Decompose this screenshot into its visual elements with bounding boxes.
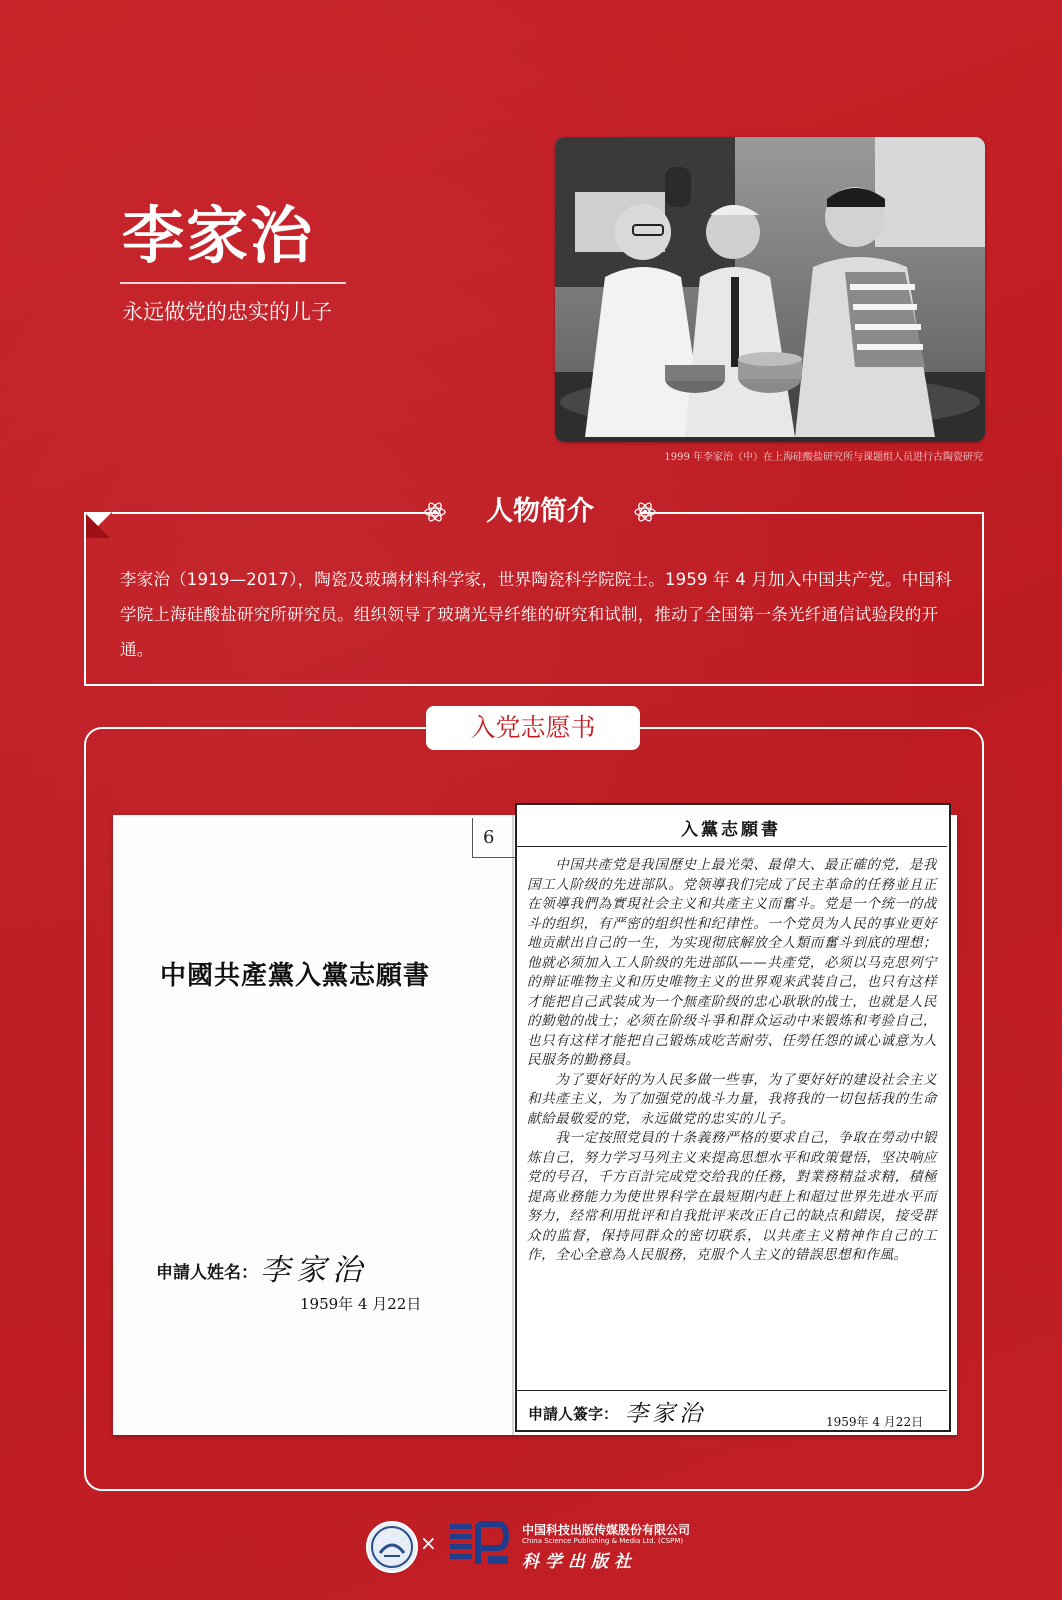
applicant-name-label: 申請人姓名：	[156, 1263, 258, 1283]
photo-illustration	[555, 137, 985, 442]
section-label: 入党志愿书	[426, 706, 640, 750]
intro-top-border-right	[640, 512, 982, 514]
intro-title: 人物简介	[486, 496, 594, 527]
publisher-brand: 科学出版社	[522, 1552, 637, 1572]
signature-date: 1959年 4 月22日	[826, 1415, 924, 1429]
cover-date: 1959年 4 月22日	[300, 1295, 422, 1313]
page-title: 入黨志願書	[681, 820, 781, 840]
institute-emblem-icon	[366, 1521, 418, 1573]
publisher-logo-graphic	[448, 1520, 510, 1568]
intro-heading	[440, 492, 640, 532]
photo-caption: 1999 年李家治（中）在上海硅酸盐研究所与课题组人员进行古陶瓷研究	[664, 452, 983, 463]
tagline: 永远做党的忠实的儿子	[122, 300, 332, 324]
cross-icon: ×	[420, 1531, 437, 1555]
title-divider	[120, 282, 346, 284]
signature-label: 申請人簽字：	[528, 1405, 619, 1423]
publisher-name-cn: 中国科技出版传媒股份有限公司	[522, 1523, 691, 1537]
publisher-logo-icon	[448, 1520, 510, 1568]
page-fold	[512, 815, 514, 1435]
signature: 李家治	[625, 1401, 706, 1427]
emblem-graphic	[368, 1523, 416, 1571]
applicant-signature: 李家治	[260, 1253, 368, 1288]
historical-photo	[555, 137, 985, 442]
atom-icon	[634, 501, 656, 523]
corner-fold-shadow	[86, 514, 110, 538]
title-rule	[515, 846, 947, 847]
atom-icon	[424, 501, 446, 523]
signature-rule	[515, 1390, 947, 1391]
publisher-name-en: China Science Publishing & Media Ltd. (CSPM)	[522, 1537, 684, 1545]
intro-body: 李家治（1919—2017），陶瓷及玻璃材料科学家，世界陶瓷科学院院士。1959 年 4 月加入中国共产党。中国科学院上海硅酸盐研究所研究员。组织领导了玻璃光导纤维的研究和试制，推动了全国第一条光纤通信试验段的开通。	[120, 570, 952, 659]
handwritten-body: 中国共產党是我国歷史上最光榮、最偉大、最正確的党，是我国工人阶级的先进部队。党领導我们完成了民主革命的任務並且正在领導我們為實現社会主义和共產主义而奮斗。党是一个统一的战斗的组织，有严密的组织性和纪律性。一个党员为人民的事业更好地贡献出自己的一生，为实现彻底解放全人類而奮斗到底的理想；他就必须加入工人阶级的先进部队——共產党，必须以马克思列宁的辩证唯物主义和历史唯物主义的世界观来武装自己，也只有这样才能把自己武装成为一个無產阶级的忠心耿耿的战士，也就是人民的勤勉的战士；必须在阶级斗爭和群众运动中来锻炼和考验自己，也只有这样才能把自己锻炼成吃苦耐劳、任勞任怨的诚心诚意为人民服务的勤務員。 为了要好好的为人民多做一些事，为了要好好的建设社会主义和共產主义，为了加强党的战斗力量，我将我的一切包括我的生命献給最敬爱的党，永远做党的忠实的儿子。 我一定按照党員的十条義務严格的要求自己，争取在勞动中锻炼自己，努力学习马列主义来提高思想水平和政策覺悟，坚决响应党的号召，千方百計完成党交给我的任務，對業務精益求精，積極提高业務能力为使世界科学在最短期内赶上和超过世界先进水平而努力，经常利用批评和自我批评来改正自己的缺点和錯误，接受群众的监督，保持同群众的密切联系，以共產主义精神作自己的工作，全心全意為人民服務，克服个人主义的错誤思想和作風。	[527, 857, 937, 1263]
cover-title: 中國共產黨入黨志願書	[160, 961, 431, 991]
intro-top-border-left	[112, 512, 438, 514]
page-stamp: 6	[472, 818, 528, 858]
person-name: 李家治	[122, 199, 315, 272]
